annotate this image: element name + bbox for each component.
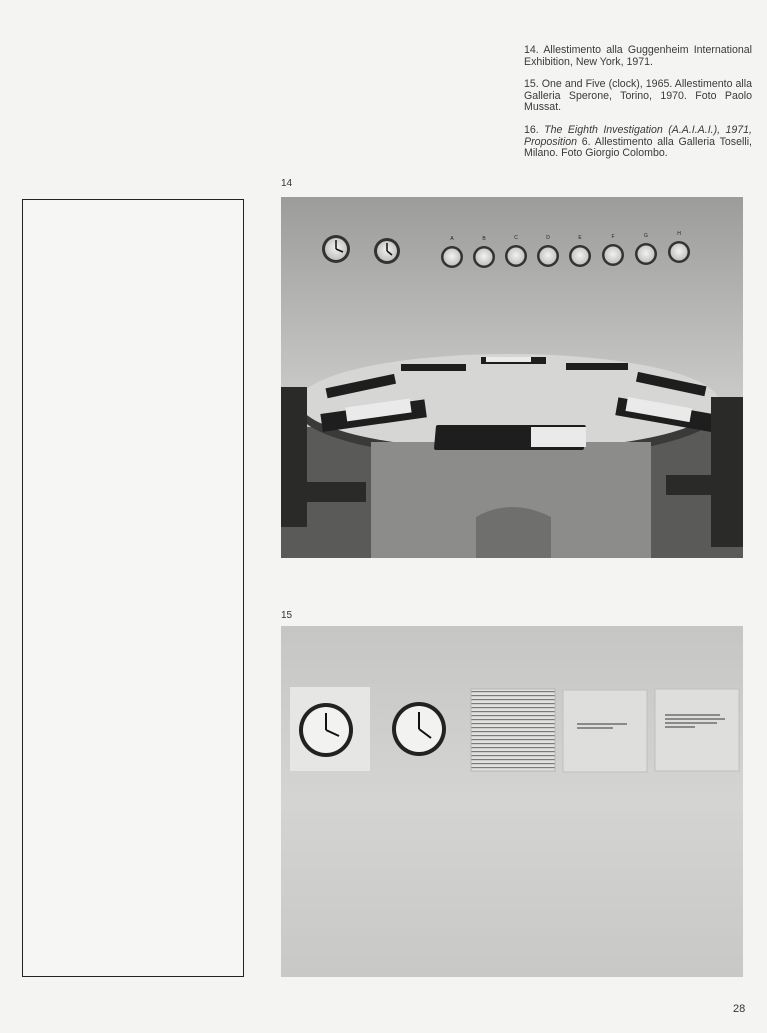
photo-one-and-five-clock xyxy=(281,626,743,977)
photo-guggenheim-installation xyxy=(281,197,743,558)
clock-letter-b: B xyxy=(482,236,486,242)
caption-15-number: 15. xyxy=(524,78,539,91)
caption-16-title: The Eighth Investigation (A.A.I.A.I.), 1971, Proposition xyxy=(524,123,752,148)
clock-letter-f: F xyxy=(611,234,615,240)
captions-block xyxy=(524,45,752,171)
caption-16 xyxy=(524,125,752,160)
real-clock xyxy=(392,702,446,756)
text-panel xyxy=(471,689,555,771)
photo-15-illustration xyxy=(281,626,743,977)
text-panel xyxy=(563,690,647,772)
clock-letter-g: G xyxy=(644,233,648,239)
clock-letter-e: E xyxy=(578,235,582,241)
caption-14 xyxy=(524,45,752,68)
clock-letter-h: H xyxy=(677,231,681,237)
clock-letter-a: A xyxy=(450,236,454,242)
blank-frame xyxy=(22,199,244,977)
photo-14-illustration xyxy=(281,197,743,558)
page-number: 28 xyxy=(733,1003,746,1015)
caption-14-number: 14. xyxy=(524,44,539,56)
clock-letter-d: D xyxy=(546,235,550,241)
caption-16-number: 16. xyxy=(524,123,539,136)
figure-15-label: 15 xyxy=(281,610,293,621)
definition-panels xyxy=(471,689,739,772)
clock-letter-c: C xyxy=(514,235,518,241)
figure-14-label: 14 xyxy=(281,178,293,189)
text-panel xyxy=(655,689,739,771)
caption-16-text: 6. Allestimento alla Galleria Toselli, Milano. Foto Giorgio Colombo. xyxy=(524,135,752,160)
caption-15 xyxy=(524,79,752,114)
photographed-clock xyxy=(290,687,370,771)
caption-15-text: One and Five (clock), 1965. Allestimento alla Galleria Sperone, Torino, 1970. Foto Paolo Mussat. xyxy=(524,78,752,114)
caption-14-text: Allestimento alla Guggenheim International Exhibition, New York, 1971. xyxy=(524,44,752,68)
